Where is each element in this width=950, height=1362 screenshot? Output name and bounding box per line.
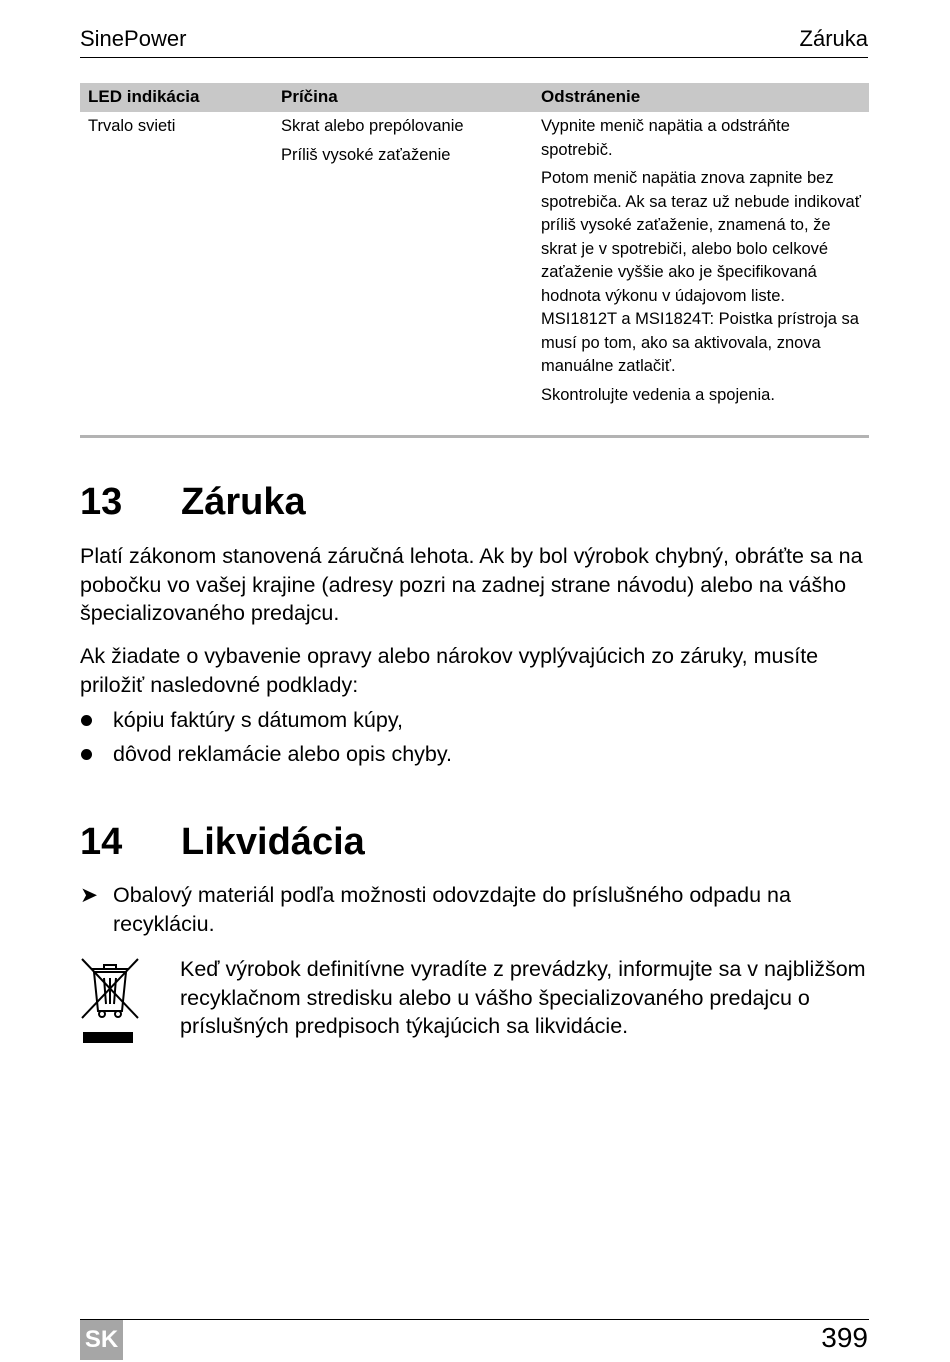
footer-rule: [80, 1319, 869, 1320]
remedy-text-3: Skontrolujte vedenia a spojenia.: [541, 385, 775, 404]
disposal-text: Keď výrobok definitívne vyradíte z prevádzky, informujte sa v najbližšom recyklačnom stredisku alebo u vášho špecializovaného predajcu o príslušných predpisoch týkajúcich sa likvidácie.: [180, 957, 866, 1038]
section-14-heading: [80, 821, 365, 864]
bullet-text-2: dôvod reklamácie alebo opis chyby.: [113, 742, 453, 766]
table-header-row: [80, 83, 869, 112]
section-14-number: 14: [80, 821, 123, 863]
table-header-led: LED indikácia: [88, 87, 200, 106]
remedy-text-2: Potom menič napätia znova zapnite bez spotrebiča. Ak sa teraz už nebude indikovať príliš vysoké zaťaženie, znamená to, že skrat je v spotrebiči, alebo bolo celkové zaťaženie vyššie ako je špecifikovaná hodnota výkonu v údajovom liste. MSI1812T a MSI1824T: Poistka prístroja sa musí po tom, ako sa aktivovala, znova manuálne zatlačiť.: [541, 169, 861, 375]
cause-text-2: Príliš vysoké zaťaženie: [281, 145, 451, 164]
bullet-icon: [81, 749, 92, 760]
page-header: [80, 26, 868, 58]
header-product-name: SinePower: [80, 26, 187, 51]
table-cell-led: [88, 115, 175, 144]
table-cell-remedy: [541, 115, 863, 412]
header-chapter-title: Záruka: [799, 26, 868, 51]
table-row: [80, 112, 869, 435]
led-status-text: Trvalo svieti: [88, 117, 176, 135]
crossed-out-wheelie-bin-icon: [80, 956, 140, 1046]
table-bottom-rule: [80, 435, 869, 438]
section-13-heading: [80, 481, 306, 524]
page-number: 399: [821, 1322, 868, 1353]
arrow-icon: ➤: [80, 883, 99, 907]
table-cell-cause: [281, 115, 464, 172]
bullet-text-1: kópiu faktúry s dátumom kúpy,: [113, 708, 403, 732]
table-header-remedy: Odstránenie: [541, 87, 641, 106]
cause-text-1: Skrat alebo prepólovanie: [281, 117, 464, 135]
packaging-instruction-text: Obalový materiál podľa možnosti odovzdajte do príslušného odpadu na recykláciu.: [113, 883, 791, 936]
remedy-text-1: Vypnite menič napätia a odstráňte spotrebič.: [541, 117, 790, 159]
warranty-paragraph-1: Platí zákonom stanovená záručná lehota. Ak by bol výrobok chybný, obráťte sa na pobočku vo vašej krajine (adresy pozri na zadnej strane návodu) alebo na vášho špecializovaného predajcu.: [80, 544, 863, 625]
language-badge: SK: [80, 1320, 123, 1360]
warranty-paragraph-2: Ak žiadate o vybavenie opravy alebo nárokov vyplývajúcich zo záruky, musíte priložiť nasledovné podklady:: [80, 644, 819, 697]
table-header-cause: Príčina: [281, 87, 338, 106]
bullet-icon: [81, 715, 92, 726]
section-13-title: Záruka: [181, 481, 306, 523]
troubleshooting-table: [80, 83, 869, 438]
section-14-title: Likvidácia: [181, 821, 365, 863]
section-13-number: 13: [80, 481, 123, 523]
